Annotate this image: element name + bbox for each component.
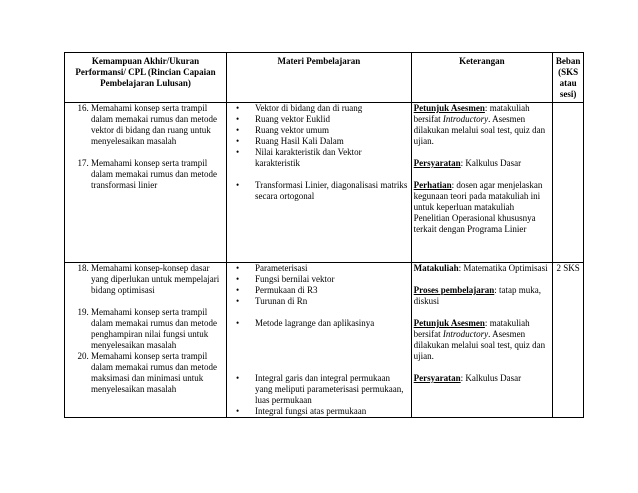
asesmen-italic: Introductory	[442, 329, 489, 339]
asesmen-italic: Introductory	[442, 114, 489, 124]
bullet-icon: •	[236, 274, 240, 284]
objective-item-18: 18. Memahami konsep-konsep dasar yang diperlukan untuk mempelajari bidang optimisasi	[91, 263, 224, 296]
asesmen-text-rest: . Asesmen dilakukan melalui soal test, quiz dan ujian.	[413, 114, 546, 146]
material-text: Transformasi Linier, diagonalisasi matriks secara ortogonal	[255, 180, 408, 201]
persyaratan-text: : Kalkulus Dasar	[460, 373, 522, 383]
persyaratan-label: Persyaratan	[413, 158, 461, 168]
objective-item-17: 17. Memahami konsep serta trampil dalam memakai rumus dan metode transformasi linier	[91, 158, 224, 191]
objectives-list	[67, 263, 224, 395]
material-text: Nilai karakteristik dan Vektor karakteristik	[255, 147, 362, 168]
table-header-row	[65, 53, 584, 103]
spacer	[414, 147, 551, 158]
objective-item-19: 19. Memahami konsep serta trampil dalam memakai rumus dan metode penghampiran nilai fungsi untuk menyelesaikan masalah	[91, 307, 224, 351]
list-item	[233, 136, 409, 147]
course-plan-document	[64, 52, 584, 428]
asesmen-note	[414, 103, 551, 147]
materials-list	[229, 263, 409, 417]
bullet-icon: •	[236, 136, 240, 146]
list-item	[233, 406, 409, 417]
persyaratan-text: : Kalkulus Dasar	[460, 158, 522, 168]
bullet-icon: •	[236, 114, 240, 124]
bullet-icon: •	[236, 318, 240, 328]
material-text: Fungsi bernilai vektor	[255, 274, 335, 284]
list-item	[233, 147, 409, 169]
list-item	[233, 263, 409, 274]
course-plan-table	[64, 52, 584, 418]
notes-cell	[411, 103, 553, 263]
header-kemampuan-akhir: Kemampuan Akhir/Ukuran Performansi/ CPL (Rincian Capaian Pembelajaran Lulusan)	[65, 53, 227, 103]
perhatian-text: : dosen agar menjelaskan kegunaan teori pada matakuliah ini untuk keperluan matakuliah Penelitian Operasional khususnya terkait dengan Programa Linier	[413, 180, 543, 234]
proses-note	[414, 285, 551, 307]
spacer	[414, 362, 551, 373]
list-item	[233, 373, 409, 406]
table-row	[65, 103, 584, 263]
material-text: Integral garis dan integral permukaan yang meliputi parameterisasi permukaan, luas permukaan	[255, 373, 404, 405]
objective-item-16: 16. Memahami konsep serta trampil dalam memakai rumus dan metode vektor di bidang dan ruang untuk menyelesaikan masalah	[91, 103, 224, 147]
bullet-icon: •	[236, 406, 240, 416]
persyaratan-label: Persyaratan	[413, 373, 461, 383]
list-item	[233, 125, 409, 136]
list-item	[233, 103, 409, 114]
list-item	[233, 274, 409, 285]
bullet-icon: •	[236, 263, 240, 273]
bullet-icon: •	[236, 103, 240, 113]
asesmen-text-rest: . Asesmen dilakukan melalui soal test, quiz dan ujian.	[413, 329, 546, 361]
materials-cell	[227, 103, 412, 263]
beban-cell	[553, 103, 584, 263]
matakuliah-label: Matakuliah	[413, 263, 459, 273]
table-row	[65, 263, 584, 418]
asesmen-label: Petunjuk Asesmen	[413, 103, 485, 113]
header-keterangan: Keterangan	[411, 53, 553, 103]
material-text: Vektor di bidang dan di ruang	[255, 103, 363, 113]
persyaratan-note	[414, 373, 551, 384]
list-item	[233, 180, 409, 202]
material-text: Ruang Hasil Kali Dalam	[255, 136, 344, 146]
material-text: Metode lagrange dan aplikasinya	[255, 318, 375, 328]
header-beban: Beban (SKS atau sesi)	[553, 53, 584, 103]
spacer	[91, 147, 224, 158]
list-item	[233, 285, 409, 296]
matakuliah-note	[414, 263, 551, 274]
materials-cell	[227, 263, 412, 418]
beban-cell: 2 SKS	[553, 263, 584, 418]
spacer	[233, 307, 409, 318]
objectives-cell	[65, 263, 227, 418]
bullet-icon: •	[236, 285, 240, 295]
list-item	[233, 318, 409, 329]
perhatian-label: Perhatian	[413, 180, 452, 190]
objectives-list	[67, 103, 224, 191]
proses-label: Proses pembelajaran	[413, 285, 495, 295]
bullet-icon: •	[236, 147, 240, 157]
list-item	[233, 296, 409, 307]
colon: :	[484, 318, 488, 328]
spacer	[233, 329, 409, 373]
objectives-cell	[65, 103, 227, 263]
material-text: Ruang vektor umum	[255, 125, 330, 135]
asesmen-text: matakuliah bersifat	[413, 103, 530, 124]
bullet-icon: •	[236, 373, 240, 383]
list-item	[233, 114, 409, 125]
asesmen-note	[414, 318, 551, 362]
material-text: Parameterisasi	[255, 263, 308, 273]
bullet-icon: •	[236, 180, 240, 190]
spacer	[91, 296, 224, 307]
proses-text: : tatap muka, diskusi	[413, 285, 541, 306]
objective-item-20: 20. Memahami konsep serta trampil dalam memakai rumus dan metode maksimasi dan minimasi untuk menyelesaikan masalah	[91, 351, 224, 395]
spacer	[414, 307, 551, 318]
asesmen-text: matakuliah bersifat	[413, 318, 530, 339]
materials-list	[229, 103, 409, 202]
notes-cell	[411, 263, 553, 418]
material-text: Ruang vektor Euklid	[255, 114, 331, 124]
header-materi: Materi Pembelajaran	[227, 53, 412, 103]
persyaratan-note	[414, 158, 551, 169]
perhatian-note	[414, 180, 551, 235]
material-text: Permukaan di R3	[255, 285, 318, 295]
spacer	[233, 169, 409, 180]
material-text: Turunan di Rn	[255, 296, 308, 306]
spacer	[414, 169, 551, 180]
bullet-icon: •	[236, 296, 240, 306]
spacer	[414, 274, 551, 285]
material-text: Integral fungsi atas permukaan	[255, 406, 367, 416]
colon: :	[484, 103, 488, 113]
matakuliah-text: : Matematika Optimisasi	[458, 263, 548, 273]
asesmen-label: Petunjuk Asesmen	[413, 318, 485, 328]
bullet-icon: •	[236, 125, 240, 135]
